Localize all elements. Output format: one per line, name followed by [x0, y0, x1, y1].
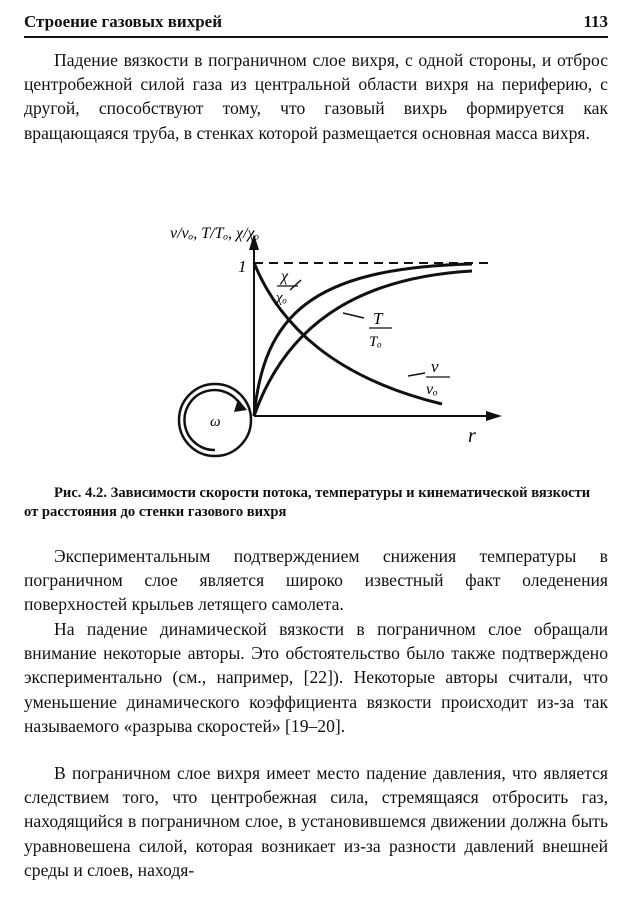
paragraph-1: Падение вязкости в пограничном слое вихря, с одной стороны, и отброс центробежной силой газа из центральной области вихря на периферию, с другой, способствуют тому, что газовый вихрь формируется как вращающаяся труба, в стенках которой размещается основная масса вихря.	[24, 50, 608, 143]
velocity-label-numerator: v	[431, 357, 439, 376]
chi-label-numerator: χ	[281, 268, 289, 285]
y-axis-label: v/vₒ, T/Tₒ, χ/χₒ	[170, 225, 260, 242]
header-rule	[24, 36, 608, 38]
x-axis-arrow	[486, 411, 502, 421]
paragraph-4: В пограничном слое вихря имеет место падение давления, что является следствием того, что центробежная сила, стремящаяся отбросить газ, находящийся в пограничном слое, в установившемся движении должна быть уравновешена силой, которая возникает из-за разности давлений внешней среды и слоев, находя-	[24, 763, 608, 880]
temperature-leader	[343, 313, 364, 318]
figure-4-2	[160, 206, 520, 464]
vortex-graph	[160, 206, 520, 464]
velocity-label-denominator: vₒ	[426, 381, 438, 398]
chi-leader	[290, 280, 301, 290]
running-header-title: Строение газовых вихрей	[24, 12, 222, 31]
page-number: 113	[583, 12, 608, 31]
x-axis-label: r	[468, 425, 476, 447]
paragraph-2: Экспериментальным подтверждением снижения температуры в пограничном слое является широко известный факт оледенения поверхностей крыльев летящего самолета.	[24, 546, 608, 615]
velocity-leader	[408, 373, 425, 376]
figure-caption: Рис. 4.2. Зависимости скорости потока, температуры и кинематической вязкости от расстояния до стенки газового вихря	[24, 485, 591, 520]
chi-curve	[254, 264, 472, 416]
paragraph-3: На падение динамической вязкости в пограничном слое обращали внимание некоторые авторы. Это обстоятельство было также подтверждено экспериментально (см., например, [22]). Некоторые авторы считали, что уменьшение динамического коэффициента вязкости происходит из-за так называемого «разрыва скоростей» [19–20].	[24, 619, 608, 736]
running-header	[24, 12, 608, 38]
temperature-label-numerator: T	[373, 309, 383, 328]
y-tick-one: 1	[238, 257, 247, 276]
chi-label-denominator: χₒ	[276, 290, 287, 306]
omega-label: ω	[210, 414, 221, 430]
temperature-label-denominator: Tₒ	[369, 334, 382, 350]
